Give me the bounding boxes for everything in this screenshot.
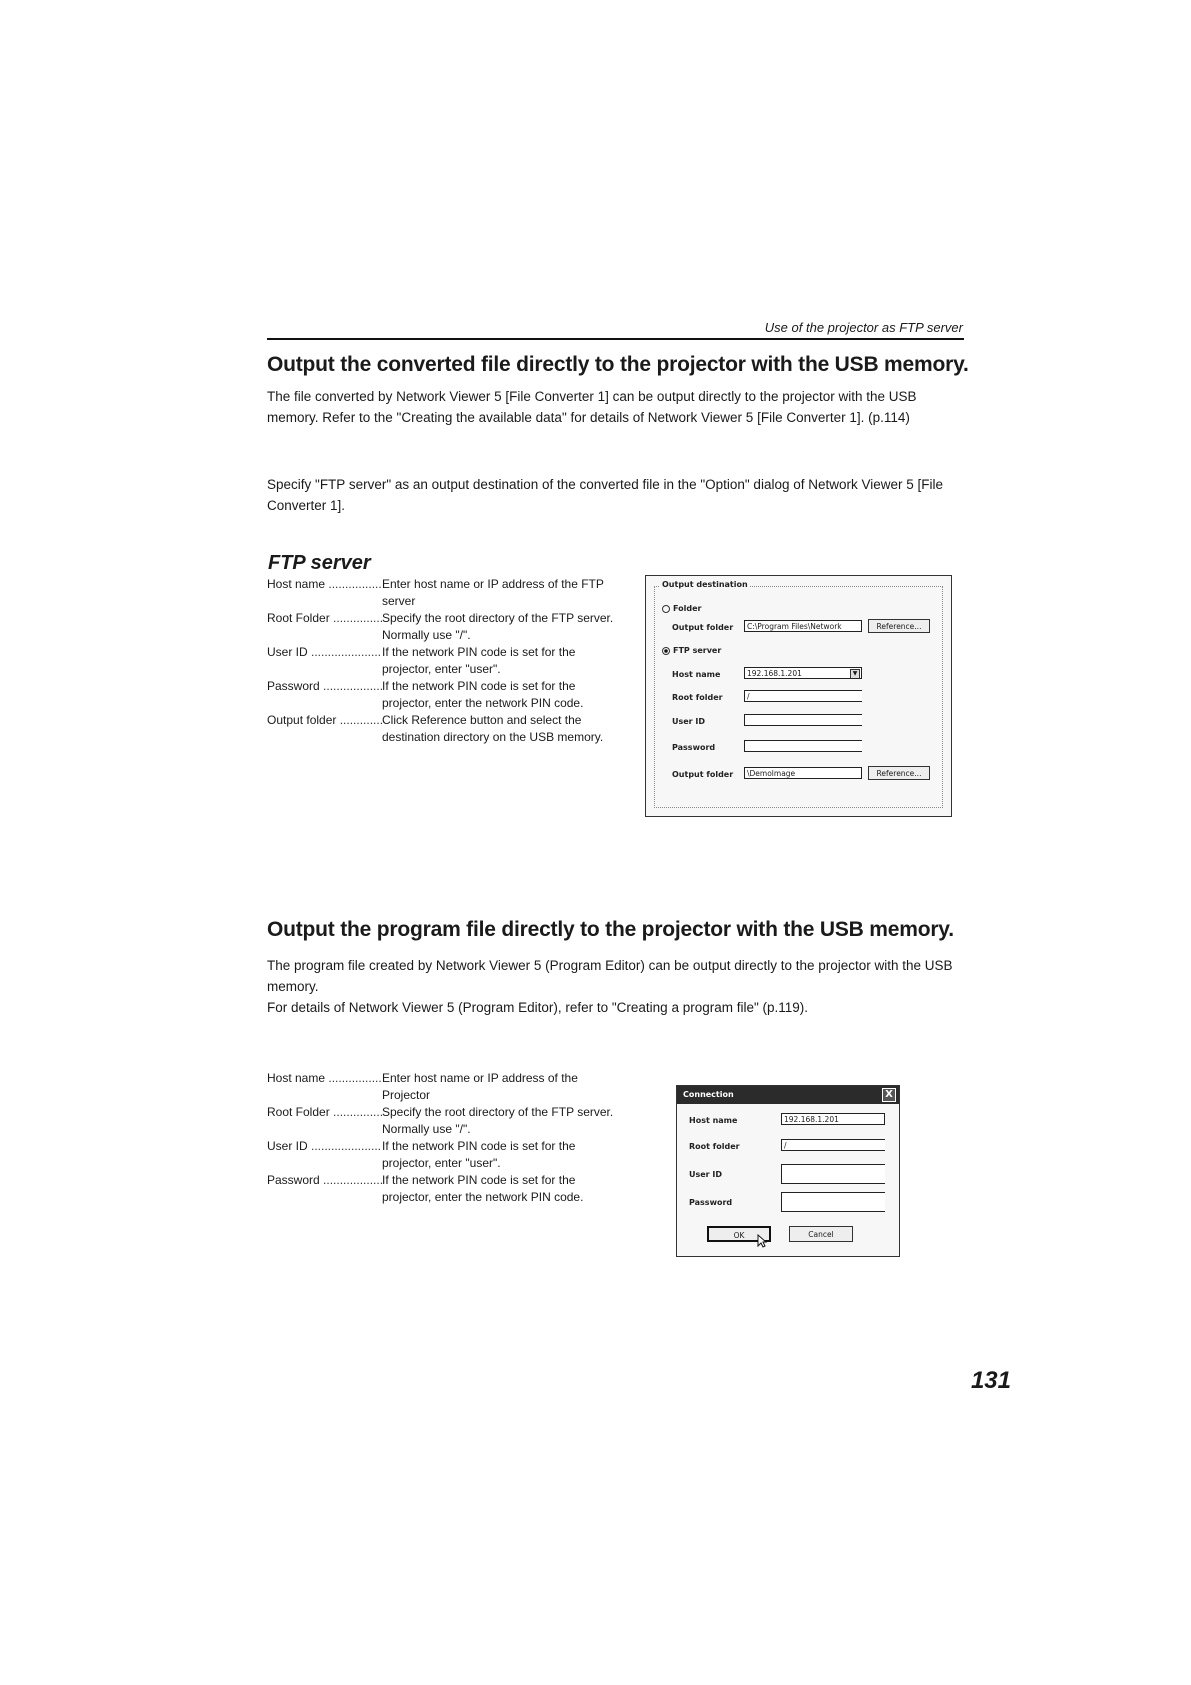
definition-row <box>267 1138 617 1172</box>
section1-paragraph-2: Specify "FTP server" as an output destination of the converted file in the "Option" dialog of Network Viewer 5 [File Converter 1]. <box>267 477 944 513</box>
output-folder-2-field[interactable]: \Demolmage <box>744 767 862 779</box>
section2-paragraph-2: For details of Network Viewer 5 (Program Editor), refer to "Creating a program file" (p.119). <box>267 1000 809 1015</box>
radio-selected-icon <box>662 647 670 655</box>
section1-heading: Output the converted file directly to the projector with the USB memory. <box>267 353 969 376</box>
mouse-cursor-icon <box>757 1234 767 1248</box>
radio-folder[interactable] <box>662 604 701 613</box>
running-head: Use of the projector as FTP server <box>764 320 963 335</box>
radio-ftp-label: FTP server <box>673 646 722 655</box>
ftp-definitions-list <box>267 576 617 746</box>
cancel-button[interactable]: Cancel <box>789 1226 853 1242</box>
chevron-down-icon[interactable]: ▼ <box>850 669 860 679</box>
section2-paragraph-1: The program file created by Network Viewer 5 (Program Editor) can be output directly to the projector with the USB memory. <box>267 958 953 994</box>
output-folder-label: Output folder <box>672 623 734 632</box>
definition-term: User ID ..... <box>267 644 382 678</box>
definition-row <box>267 576 617 610</box>
ftp-server-subheading: FTP server <box>268 552 371 574</box>
definition-text: Click Reference button and select the destination directory on the USB memory. <box>382 713 604 744</box>
definition-row <box>267 1070 617 1104</box>
conn-user-id-label: User ID <box>689 1170 723 1179</box>
conn-password-label: Password <box>689 1198 733 1207</box>
definition-text: If the network PIN code is set for the projector, enter "user". <box>382 645 576 676</box>
definition-text: Enter host name or IP address of the FTP server <box>382 577 604 608</box>
output-folder-field[interactable]: C:\Program Files\Network <box>744 620 862 632</box>
conn-root-folder-label: Root folder <box>689 1142 740 1151</box>
connection-dialog <box>676 1085 900 1257</box>
definition-text: Enter host name or IP address of the Projector <box>382 1071 578 1102</box>
definition-term: User ID ..... <box>267 1138 382 1172</box>
definition-term: Host name ..... <box>267 1070 382 1104</box>
conn-user-id-field[interactable] <box>781 1164 885 1184</box>
definition-term: Root Folder ..... <box>267 610 382 644</box>
reference-button-1[interactable]: Reference... <box>868 619 930 633</box>
user-id-field[interactable] <box>744 714 862 726</box>
header-rule <box>267 338 964 340</box>
host-name-label: Host name <box>672 670 721 679</box>
reference-button-2[interactable]: Reference... <box>868 766 930 780</box>
definition-row <box>267 1172 617 1206</box>
radio-folder-label: Folder <box>673 604 702 613</box>
definition-text: If the network PIN code is set for the projector, enter the network PIN code. <box>382 679 584 710</box>
host-name-value: 192.168.1.201 <box>747 669 802 678</box>
definition-text: If the network PIN code is set for the projector, enter "user". <box>382 1139 576 1170</box>
conn-host-name-label: Host name <box>689 1116 738 1125</box>
definition-term: Password ..... <box>267 678 382 712</box>
definition-term: Output folder ..... <box>267 712 382 746</box>
ok-button[interactable]: OK <box>707 1226 771 1242</box>
definition-row <box>267 644 617 678</box>
user-id-label: User ID <box>672 717 706 726</box>
root-folder-label: Root folder <box>672 693 723 702</box>
definition-term: Root Folder ..... <box>267 1104 382 1138</box>
root-folder-field[interactable]: / <box>744 690 862 702</box>
page-number: 131 <box>970 1367 1011 1394</box>
password-field[interactable] <box>744 740 862 752</box>
definition-row <box>267 610 617 644</box>
section2-heading: Output the program file directly to the projector with the USB memory. <box>267 918 954 941</box>
output-folder-2-label: Output folder <box>672 770 734 779</box>
connection-titlebar[interactable] <box>677 1086 899 1104</box>
definition-row <box>267 678 617 712</box>
host-name-combobox[interactable] <box>744 667 862 679</box>
close-icon[interactable]: X <box>882 1088 896 1102</box>
conn-root-folder-field[interactable]: / <box>781 1139 885 1151</box>
radio-ftp-server[interactable] <box>662 646 721 655</box>
output-destination-dialog <box>645 575 952 817</box>
radio-button-icon <box>662 605 670 613</box>
section1-paragraph-1: The file converted by Network Viewer 5 [File Converter 1] can be output directly to the projector with the USB memory. Refer to the "Creating the available data" for details of Network Viewer 5 [File Converter 1]. (p.114) <box>267 389 917 425</box>
definition-text: If the network PIN code is set for the projector, enter the network PIN code. <box>382 1173 584 1204</box>
definition-text: Specify the root directory of the FTP server. Normally use "/". <box>382 1105 614 1136</box>
conn-password-field[interactable] <box>781 1192 885 1212</box>
password-label: Password <box>672 743 716 752</box>
definition-row <box>267 1104 617 1138</box>
output-destination-legend: Output destination <box>662 580 748 589</box>
definition-term: Host name ..... <box>267 576 382 610</box>
connection-title: Connection <box>683 1090 734 1099</box>
definition-text: Specify the root directory of the FTP server. Normally use "/". <box>382 611 614 642</box>
connection-definitions-list <box>267 1070 617 1206</box>
definition-row <box>267 712 617 746</box>
conn-host-name-field[interactable]: 192.168.1.201 <box>781 1113 885 1125</box>
definition-term: Password ..... <box>267 1172 382 1206</box>
